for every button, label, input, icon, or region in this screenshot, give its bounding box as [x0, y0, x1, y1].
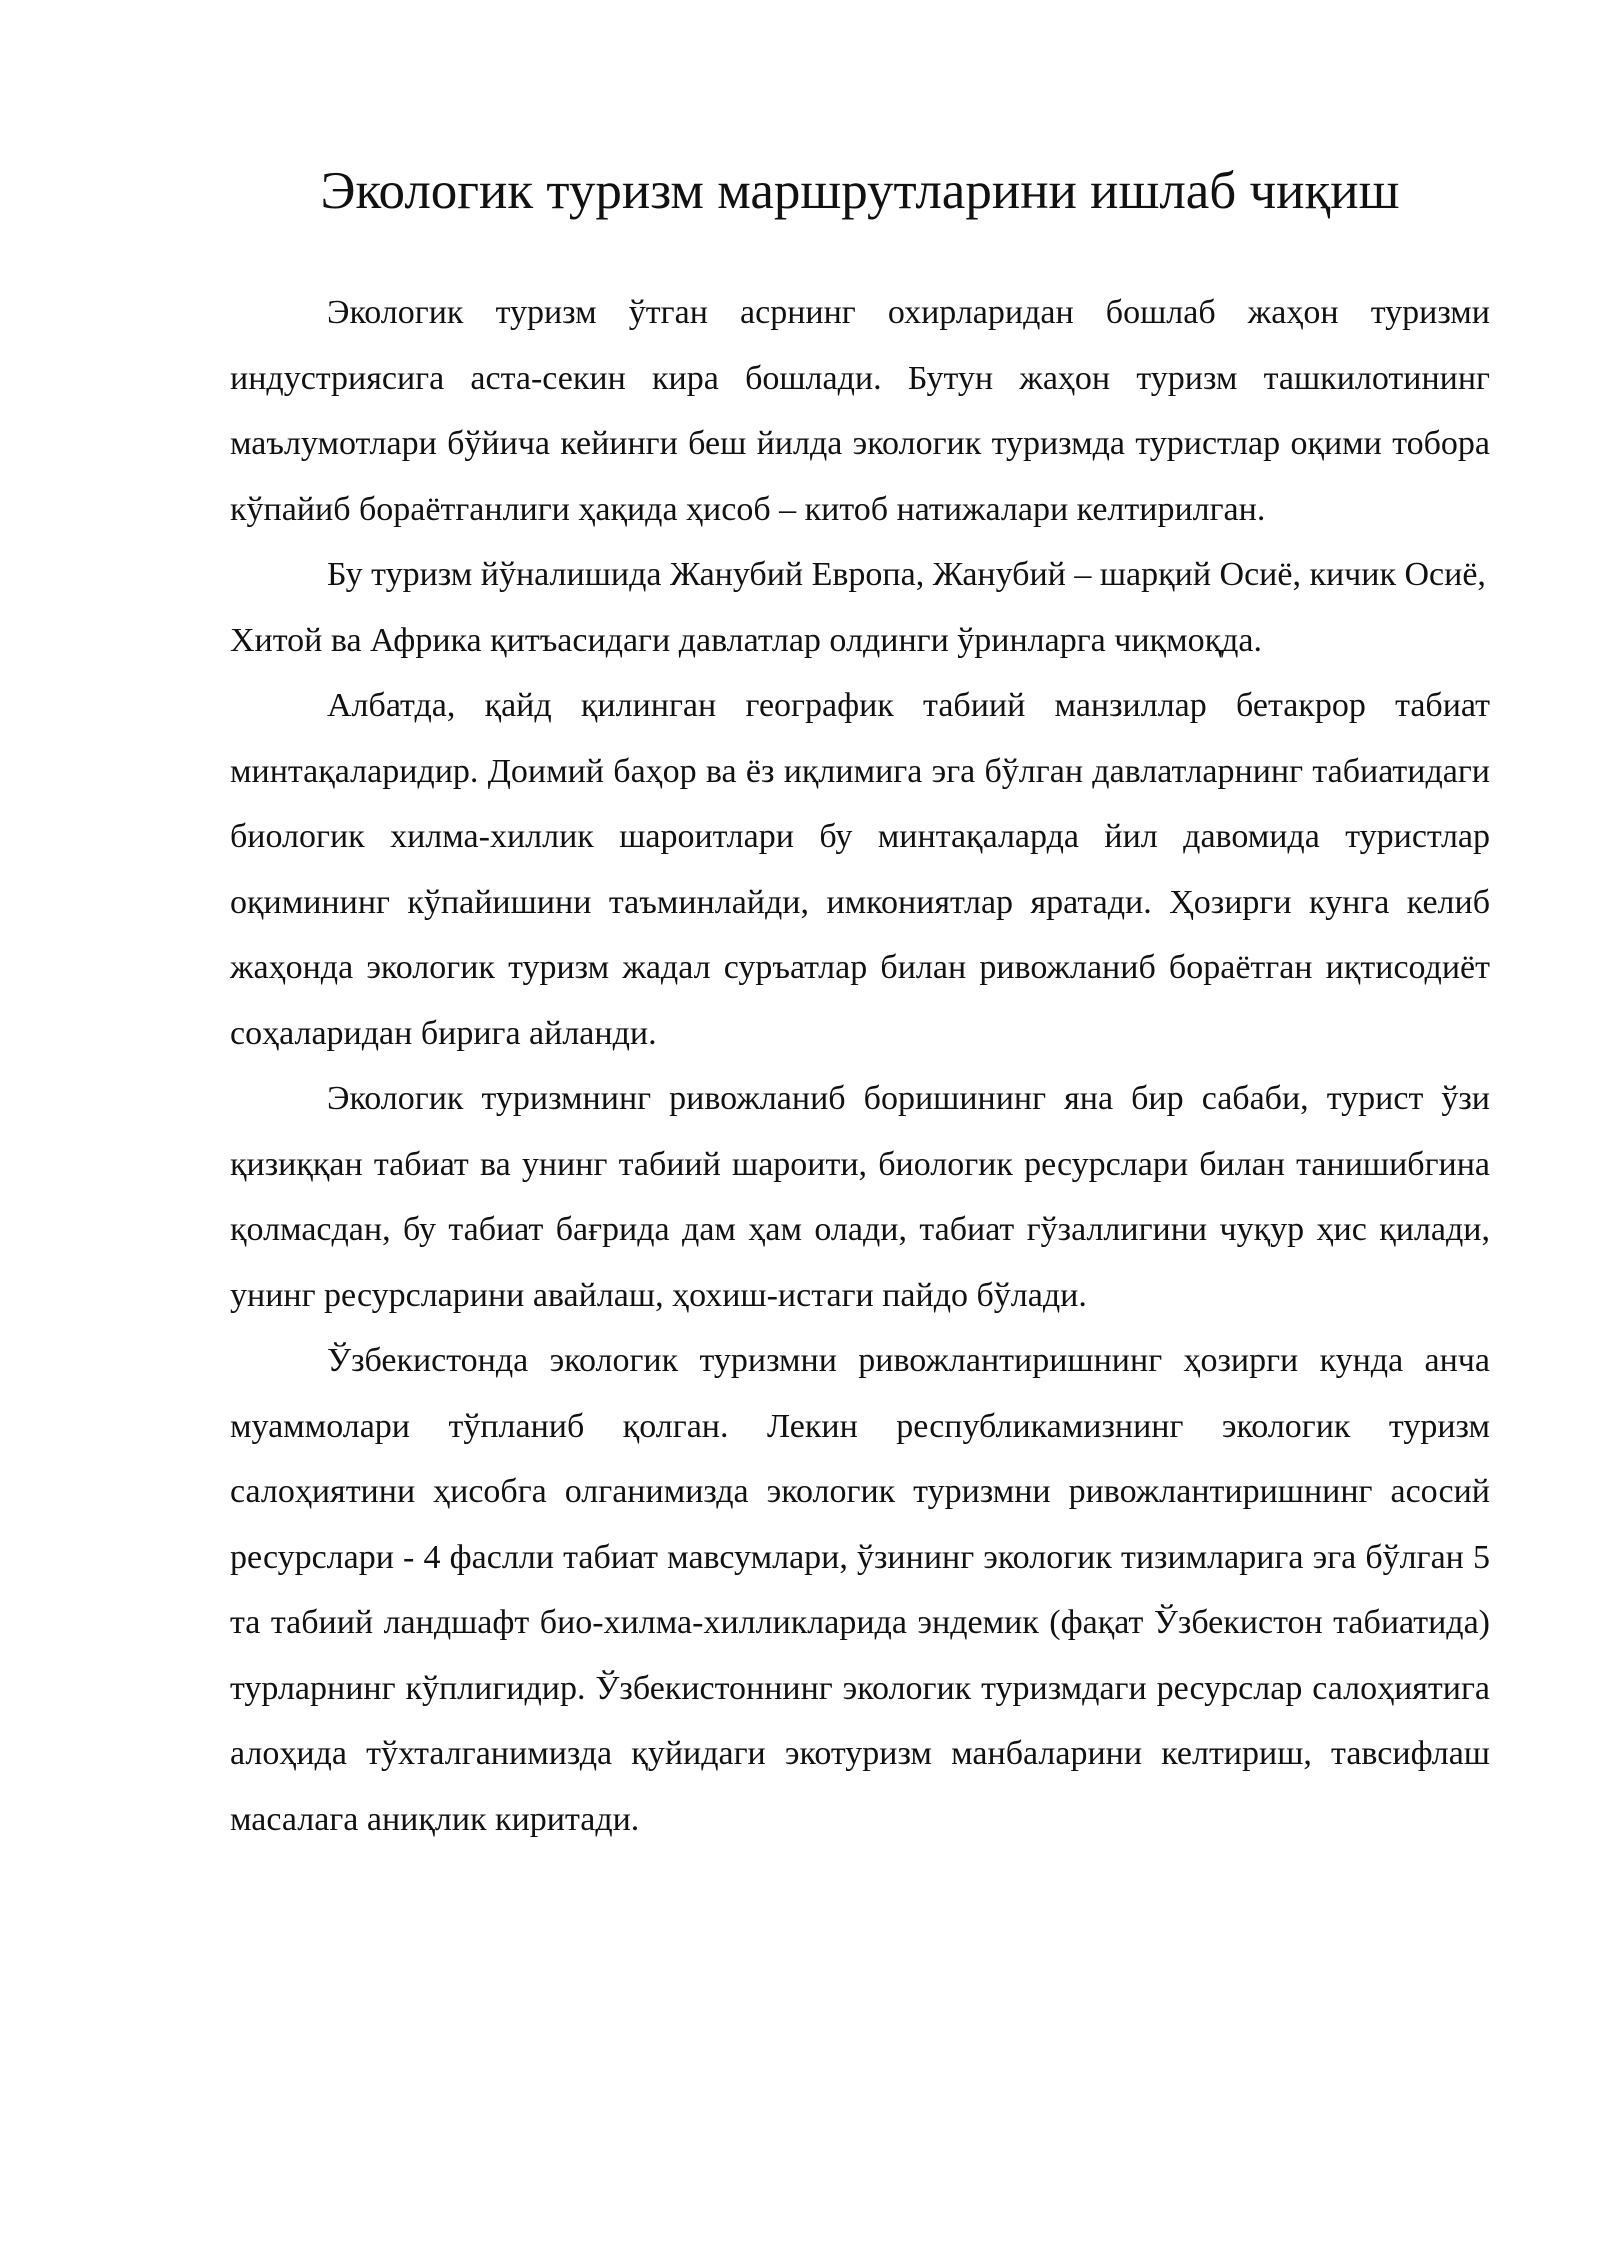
- paragraph-4: Экологик туризмнинг ривожланиб боришининг яна бир сабаби, турист ўзи қизиққан табиат ва унинг табиий шароити, биологик ресурслари билан танишибгина қолмасдан, бу табиат бағрида дам ҳам олади, табиат гўзаллигини чуқур ҳис қилади, унинг ресурсларини авайлаш, ҳохиш-истаги пайдо бўлади.: [230, 1080, 1490, 1314]
- paragraph-5: Ўзбекистонда экологик туризмни ривожлантиришнинг ҳозирги кунда анча муаммолари тўпланиб қолган. Лекин республикамизнинг экологик туризм салоҳиятини ҳисобга олганимизда экологик туризмни ривожлантиришнинг асосий ресурслари - 4 фаслли табиат мавсумлари, ўзининг экологик тизимларига эга бўлган 5 та табиий ландшафт био-хилма-хилликларида эндемик (фақат Ўзбекистон табиатида) турларнинг кўплигидир. Ўзбекистоннинг экологик туризмдаги ресурслар салоҳиятига алоҳида тўхталганимизда қуйидаги экотуризм манбаларини келтириш, тавсифлаш масалага аниқлик киритади.: [230, 1342, 1490, 1838]
- paragraph-2: Бу туризм йўналишида Жанубий Европа, Жанубий – шарқий Осиё, кичик Осиё, Хитой ва Африка қитъасидаги давлатлар олдинги ўринларга чиқмоқда.: [230, 556, 1486, 659]
- document-title: Экологик туризм маршрутларини ишлаб чиқиш: [320, 162, 1400, 220]
- paragraph-1: Экологик туризм ўтган асрнинг охирларидан бошлаб жаҳон туризми индустриясига аста-секин кира бошлади. Бутун жаҳон туризм ташкилотининг маълумотлари бўйича кейинги беш йилда экологик туризмда туристлар оқими тобора кўпайиб бораётганлиги ҳақида ҳисоб – китоб натижалари келтирилган.: [230, 294, 1490, 528]
- paragraph-3: Албатда, қайд қилинган географик табиий манзиллар бетакрор табиат минтақаларидир. Доимий баҳор ва ёз иқлимига эга бўлган давлатларнинг табиатидаги биологик хилма-хиллик шароитлари бу минтақаларда йил давомида туристлар оқимининг кўпайишини таъминлайди, имкониятлар яратади. Ҳозирги кунга келиб жаҳонда экологик туризм жадал суръатлар билан ривожланиб бораётган иқтисодиёт соҳаларидан бирига айланди.: [230, 687, 1490, 1052]
- document-body: [230, 280, 1490, 1852]
